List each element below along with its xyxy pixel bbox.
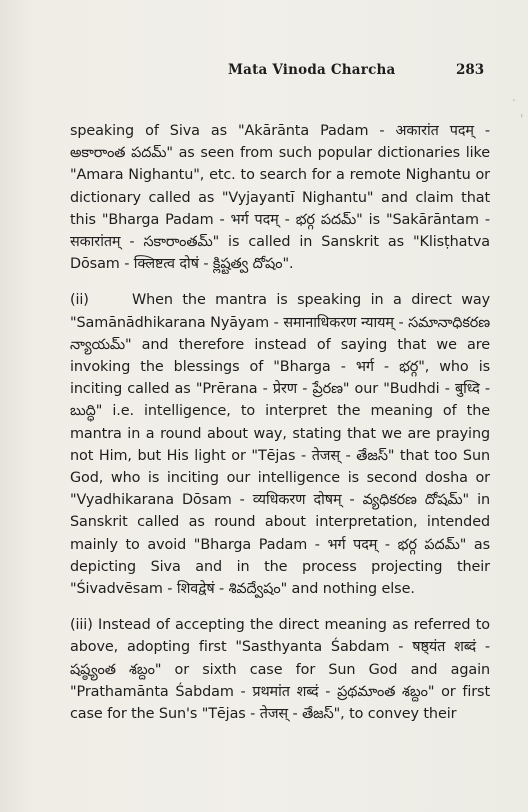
paragraph-text: (iii) Instead of accepting the direct meaning as referred to above, adopting first "Sasthyanta Śabdam - षष्ठ्यंत शब्दं - షష్ఠ్యంత శబ్దం" or sixth case for Sun God and again "Prathamānta Śabdam - प्रथमांत शब्दं - ప్రథమాంత శబ్దం" or first case for the Sun's "Tējas - तेजस् - తేజస్", to convey their: [70, 617, 490, 723]
page-number: 283: [456, 62, 485, 78]
paragraph-text: speaking of Siva as "Akārānta Padam - अकारांत पदम् - అకారాంత పదమ్" as seen from such popular dictionaries like "Amara Nighantu", etc. to search for a remote Nighantu or dictionary called as "Vyjayantī Nighantu" and claim that this "Bharga Padam - भर्ग पदम् - భర్గ పదమ్" is "Sakārāntam - सकारांतम् - సకారాంతమ్" is called in Sanskrit as "Klisṭhatva Dōsam - क्लिष्टत्व दोषं - క్లిష్టత్వ దోషం".: [70, 123, 490, 273]
paragraph-text: When the mantra is speaking in a direct way "Samānādhikarana Nyāyam - समानाधिकरण न्यायम् - సమానాధికరణ న్యాయమ్" and therefore instead of saying that we are invoking the blessings of "Bharga - भर्ग - భర్గ", who is inciting called as "Prērana - प्रेरण - ప్రేరణ" our "Budhdi - बुध्दि - బుద్ధి" i.e. intelligence, to interpret the meaning of the mantra in a round about way, stating that we are praying not Him, but His light or "Tējas - तेजस् - తేజస్" that too Sun God, who is inciting our intelligence is second dosha or "Vyadhikarana Dōsam - व्यधिकरण दोषम् - వ్యధికరణ దోషమ్" in Sanskrit called as round about interpretation, intended mainly to avoid "Bharga Padam - भर्ग पदम् - భర్గ పదమ్" as depicting Siva and in the process projecting their "Śivadvēsam - शिवद्वेषं - శివద్వేషం" and nothing else.: [70, 292, 490, 598]
paragraph-iii: [70, 614, 490, 725]
paragraph-ii: [70, 289, 490, 600]
page-speck: .: [512, 90, 516, 104]
book-title: Mata Vinoda Charcha: [228, 62, 396, 78]
running-header: [0, 62, 528, 82]
paragraph-number: (ii): [70, 292, 89, 309]
paragraph-continuation: [70, 120, 490, 275]
page-speck: ': [520, 112, 524, 126]
body-text: [70, 120, 490, 725]
